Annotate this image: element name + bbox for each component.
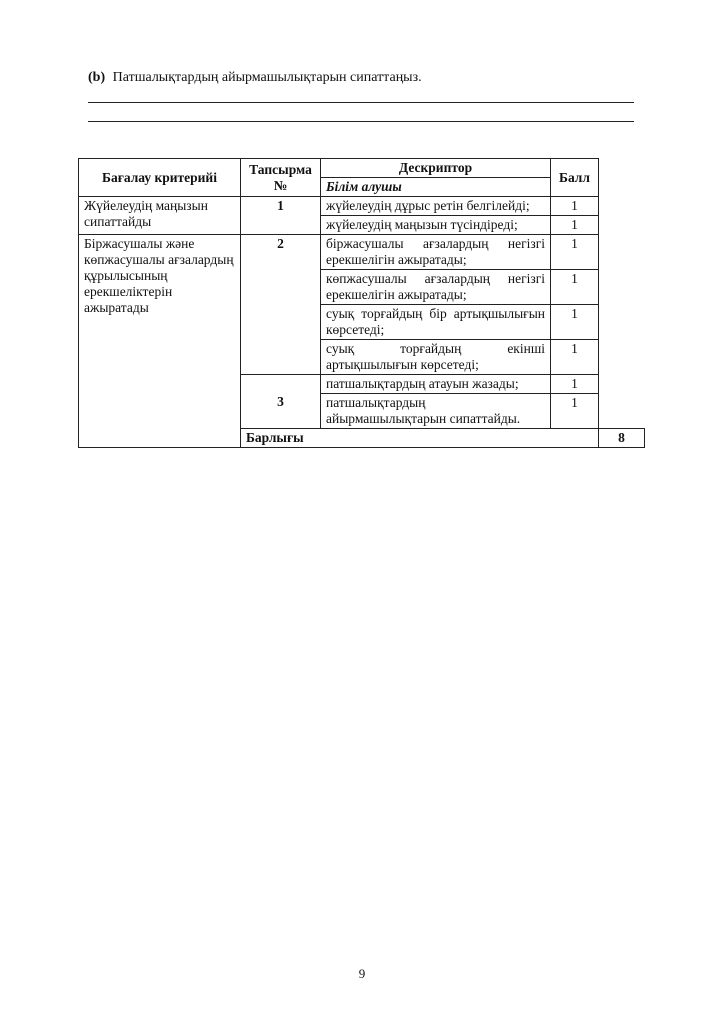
descriptor-cell: біржасушалы ағзалардың негізгі ерекшелігін ажыратады; — [321, 235, 551, 270]
score-cell: 1 — [551, 394, 599, 429]
header-task — [241, 159, 321, 197]
answer-line-2 — [88, 121, 634, 122]
header-descriptor: Дескриптор — [321, 159, 551, 178]
descriptor-cell: жүйелеудің дұрыс ретін белгілейді; — [321, 197, 551, 216]
table-row — [79, 235, 645, 270]
descriptor-cell: патшалықтардың атауын жазады; — [321, 375, 551, 394]
header-task-line2: № — [273, 177, 288, 193]
header-descriptor-sub: Білім алушы — [321, 178, 551, 197]
task-number-cell: 1 — [241, 197, 321, 235]
header-score: Балл — [551, 159, 599, 197]
score-cell: 1 — [551, 235, 599, 270]
descriptor-cell: көпжасушалы ағзалардың негізгі ерекшелігін ажыратады; — [321, 270, 551, 305]
header-row — [79, 159, 645, 178]
score-cell: 1 — [551, 270, 599, 305]
table-row — [79, 197, 645, 216]
header-task-line1: Тапсырма — [249, 161, 312, 177]
score-cell: 1 — [551, 340, 599, 375]
task-number-cell: 2 — [241, 235, 321, 375]
criterion-cell: Біржасушалы және көпжасушалы ағзалардың құрылысының ерекшеліктерін ажыратады — [79, 235, 241, 448]
task-number-cell: 3 — [241, 375, 321, 429]
answer-line-1 — [88, 102, 634, 103]
question-b — [88, 70, 422, 86]
question-marker: (b) — [88, 70, 106, 85]
score-cell: 1 — [551, 375, 599, 394]
descriptor-cell: суық торғайдың екінші артықшылығын көрсетеді; — [321, 340, 551, 375]
page-number: 9 — [358, 966, 366, 981]
total-score: 8 — [599, 429, 645, 448]
score-cell: 1 — [551, 216, 599, 235]
assessment-rubric-table — [78, 158, 645, 448]
descriptor-cell: патшалықтардың айырмашылықтарын сипаттайды. — [321, 394, 551, 429]
descriptor-cell: жүйелеудің маңызын түсіндіреді; — [321, 216, 551, 235]
score-cell: 1 — [551, 197, 599, 216]
header-criterion: Бағалау критерийі — [79, 159, 241, 197]
criterion-cell: Жүйелеудің маңызын сипаттайды — [79, 197, 241, 235]
descriptor-cell: суық торғайдың бір артықшылығын көрсетеді; — [321, 305, 551, 340]
score-cell: 1 — [551, 305, 599, 340]
question-text: Патшалықтардың айырмашылықтарын сипаттаңыз. — [112, 70, 422, 85]
total-label: Барлығы — [241, 429, 599, 448]
